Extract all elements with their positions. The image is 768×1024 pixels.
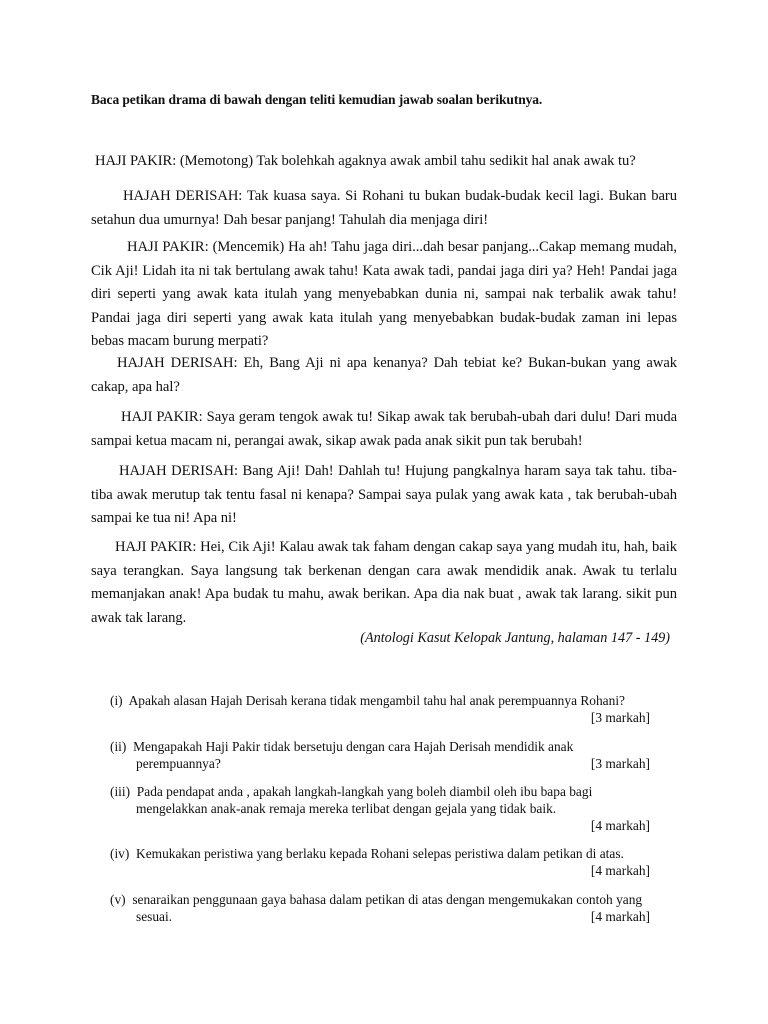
instruction-heading: Baca petikan drama di bawah dengan teliti kemudian jawab soalan berikutnya. <box>91 92 543 107</box>
question-number: (i) <box>110 693 123 708</box>
question-text: senaraikan penggunaan gaya bahasa dalam petikan di atas dengan mengemukakan contoh yang <box>132 892 643 907</box>
question-text: Pada pendapat anda , apakah langkah-langkah yang boleh diambil oleh ibu bapa bagi <box>136 784 593 799</box>
dialogue-paragraph: HAJAH DERISAH: Eh, Bang Aji ni apa kenanya? Dah tebiat ke? Bukan-bukan yang awak cakap, apa hal? <box>91 355 677 395</box>
question-1 <box>110 692 650 726</box>
question-text: Apakah alasan Hajah Derisah kerana tidak mengambil tahu hal anak perempuannya Rohani? <box>128 693 625 708</box>
question-text: Mengapakah Haji Pakir tidak bersetuju dengan cara Hajah Derisah mendidik anak <box>133 739 574 754</box>
question-text-continued: sesuai. <box>136 909 173 924</box>
question-marks: [3 markah] <box>590 756 650 771</box>
question-text-continued: mengelakkan anak-anak remaja mereka terlibat dengan gejala yang tidak baik. <box>136 801 557 816</box>
question-number: (iii) <box>110 784 131 799</box>
dialogue-paragraph: HAJI PAKIR: Saya geram tengok awak tu! Sikap awak tak berubah-ubah dari dulu! Dari muda sampai ketua macam ni, perangai awak, sikap awak pada anak sikit pun tak berubah! <box>91 409 677 449</box>
question-text: Kemukakan peristiwa yang berlaku kepada Rohani selepas peristiwa dalam petikan di atas. <box>136 846 624 861</box>
question-2 <box>110 738 650 772</box>
question-3 <box>110 783 650 834</box>
question-marks: [3 markah] <box>590 710 650 725</box>
dialogue-paragraph: HAJAH DERISAH: Tak kuasa saya. Si Rohani tu bukan budak-budak kecil lagi. Bukan baru setahun dua umurnya! Dah besar panjang! Tahulah dia menjaga diri! <box>91 188 677 228</box>
question-number: (ii) <box>110 739 127 754</box>
question-text-continued: perempuannya? <box>136 756 221 771</box>
dialogue-paragraph: HAJAH DERISAH: Bang Aji! Dah! Dahlah tu! Hujung pangkalnya haram saya tak tahu. tiba-tiba awak merutup tak tentu fasal ni kenapa? Sampai saya pulak yang awak kata , tak berubah-ubah sampai ke tua ni! Apa ni! <box>91 463 677 526</box>
question-marks: [4 markah] <box>590 863 650 878</box>
dialogue-paragraph: HAJI PAKIR: (Mencemik) Ha ah! Tahu jaga diri...dah besar panjang...Cakap memang mudah, Cik Aji! Lidah ita ni tak bertulang awak tahu! Kata awak tadi, pandai jaga diri ya? Heh! Pandai jaga diri seperti yang awak kata itulah yang menyebabkan dunia ni, sampai nak terbalik awak tahu! Pandai jaga diri seperti yang awak kata itulah yang menyebabkan budak-budak zaman ini lepas bebas macam burung merpati? <box>91 239 677 349</box>
dialogue-paragraph: HAJI PAKIR: (Memotong) Tak bolehkah agaknya awak ambil tahu sedikit hal anak awak tu? <box>95 153 636 169</box>
question-marks: [4 markah] <box>590 909 650 924</box>
question-number: (v) <box>110 892 126 907</box>
question-marks: [4 markah] <box>590 818 650 833</box>
dialogue-paragraph: HAJI PAKIR: Hei, Cik Aji! Kalau awak tak faham dengan cakap saya yang mudah itu, hah, baik saya terangkan. Saya langsung tak berkenan dengan cara awak mendidik anak. Awak tu terlalu memanjakan anak! Apa budak tu mahu, awak berikan. Apa dia nak buat , awak tak larang. sikit pun awak tak larang. <box>91 539 677 626</box>
question-number: (iv) <box>110 846 130 861</box>
question-4 <box>110 845 650 879</box>
source-citation: (Antologi Kasut Kelopak Jantung, halaman 147 - 149) <box>360 630 670 646</box>
question-5 <box>110 891 650 925</box>
